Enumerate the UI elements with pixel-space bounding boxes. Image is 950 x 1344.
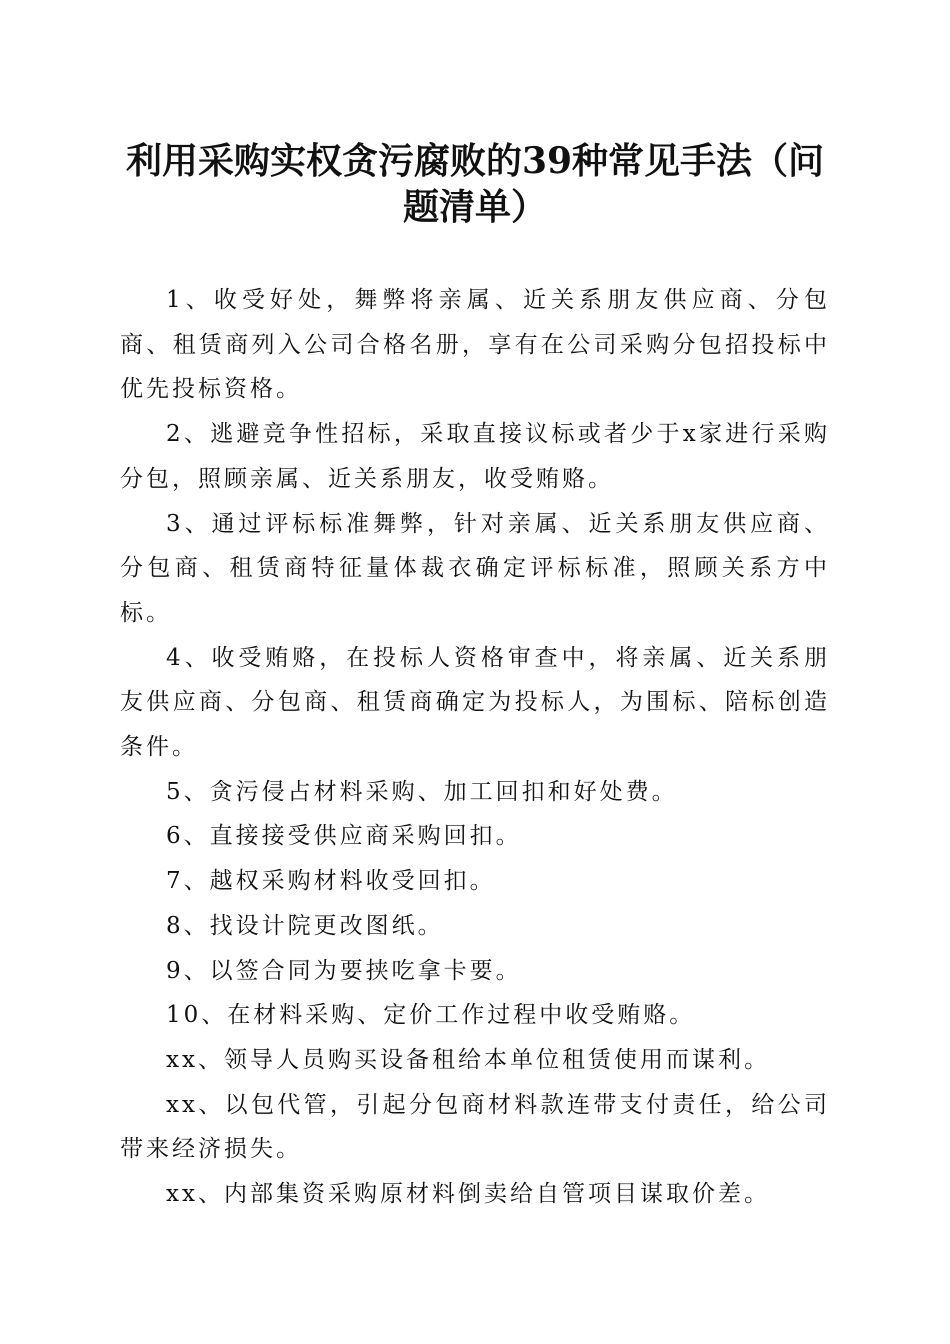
document-title: 利用采购实权贪污腐败的39种常见手法（问题清单） <box>125 140 825 228</box>
document-body <box>120 278 830 1217</box>
list-item: 10、在材料采购、定价工作过程中收受贿赂。 <box>166 1002 696 1029</box>
list-item: 8、找设计院更改图纸。 <box>166 912 444 939</box>
document-page <box>120 0 830 1217</box>
list-item: 9、以签合同为要挟吃拿卡要。 <box>166 957 522 984</box>
list-item: 2、逃避竞争性招标，采取直接议标或者少于x家进行采购分包，照顾亲属、近关系朋友，收受贿赂。 <box>120 421 830 492</box>
list-item: 1、收受好处，舞弊将亲属、近关系朋友供应商、分包商、租赁商列入公司合格名册，享有在公司采购分包招投标中优先投标资格。 <box>120 287 830 403</box>
list-item: 7、越权采购材料收受回扣。 <box>166 868 496 895</box>
list-item: 3、通过评标标准舞弊，针对亲属、近关系朋友供应商、分包商、租赁商特征量体裁衣确定评标标准，照顾关系方中标。 <box>120 510 830 626</box>
list-item: 6、直接接受供应商采购回扣。 <box>166 823 522 850</box>
list-item: xx、领导人员购买设备租给本单位租赁使用而谋利。 <box>166 1046 770 1073</box>
list-item: xx、内部集资采购原材料倒卖给自管项目谋取价差。 <box>166 1181 770 1208</box>
list-item: 5、贪污侵占材料采购、加工回扣和好处费。 <box>166 778 678 805</box>
list-item: xx、以包代管，引起分包商材料款连带支付责任，给公司带来经济损失。 <box>120 1091 830 1163</box>
list-item: 4、收受贿赂，在投标人资格审查中，将亲属、近关系朋友供应商、分包商、租赁商确定为投标人，为围标、陪标创造条件。 <box>120 644 830 761</box>
